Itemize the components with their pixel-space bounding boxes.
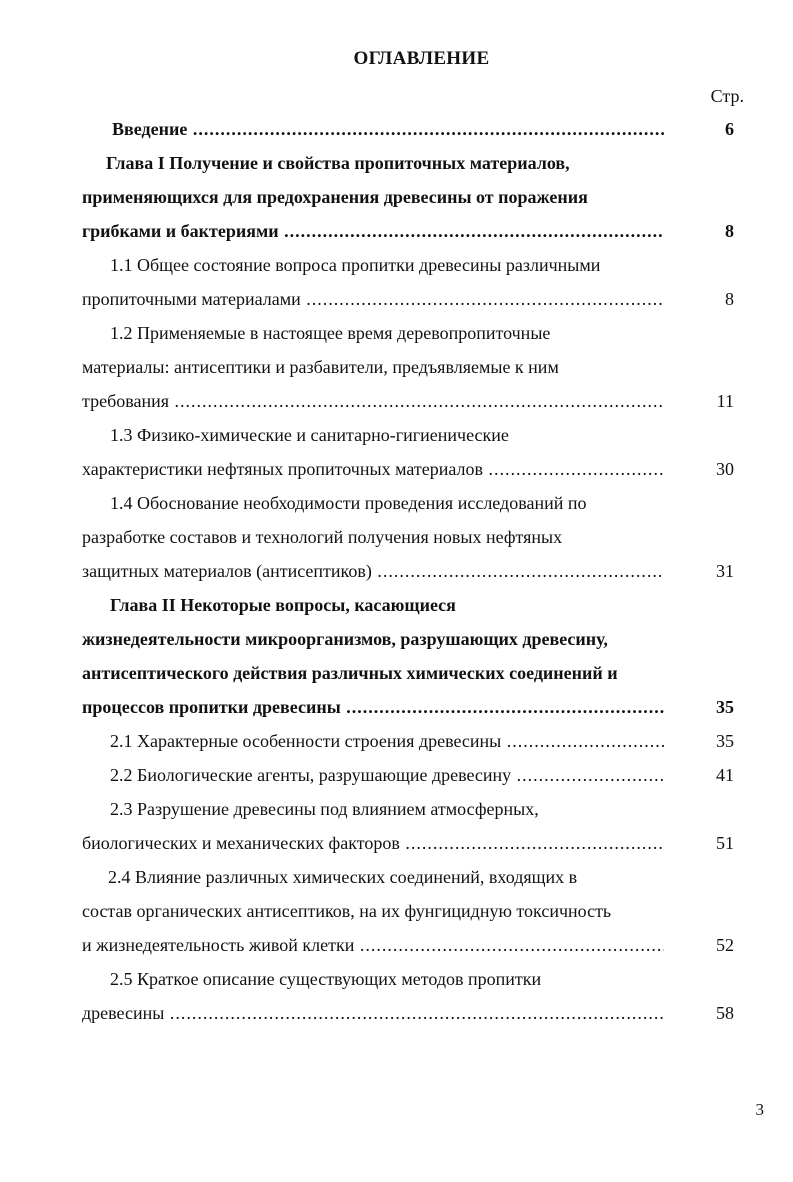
toc-line: антисептического действия различных химических соединений и: [82, 663, 618, 683]
page-title: ОГЛАВЛЕНИЕ: [353, 48, 490, 69]
toc-line: 2.1 Характерные особенности строения древесины .....: [82, 729, 664, 753]
page-number: 3: [755, 1100, 764, 1119]
toc-line: Введение .....: [82, 117, 664, 141]
toc-page-number: 11: [716, 391, 734, 411]
toc-line: 2.2 Биологические агенты, разрушающие древесину .....: [82, 763, 664, 787]
toc-line: Глава II Некоторые вопросы, касающиеся: [110, 595, 456, 615]
toc-line: 2.3 Разрушение древесины под влиянием атмосферных,: [110, 799, 539, 819]
toc-page-number: 41: [716, 765, 734, 785]
toc-line: защитных материалов (антисептиков) .....: [82, 559, 664, 583]
toc-page-number: 8: [725, 289, 734, 309]
toc-line: процессов пропитки древесины .....: [82, 695, 664, 719]
toc-line: 1.1 Общее состояние вопроса пропитки древесины различными: [110, 255, 601, 275]
toc-page-number: 58: [716, 1003, 734, 1023]
page-column-label: Стр.: [710, 86, 744, 106]
toc-line: применяющихся для предохранения древесины от поражения: [82, 187, 588, 207]
toc-line: жизнедеятельности микроорганизмов, разрушающих древесину,: [82, 629, 608, 649]
toc-page-number: 51: [716, 833, 734, 853]
toc-line: Глава I Получение и свойства пропиточных материалов,: [106, 153, 570, 173]
toc-line: 2.4 Влияние различных химических соединений, входящих в: [108, 867, 578, 887]
toc-page-number: 30: [716, 459, 734, 479]
toc-line: 2.5 Краткое описание существующих методов пропитки: [110, 969, 542, 989]
toc-line: 1.4 Обоснование необходимости проведения исследований по: [110, 493, 587, 513]
toc-line: грибками и бактериями .....: [82, 219, 664, 243]
toc-line: разработке составов и технологий получения новых нефтяных: [82, 527, 563, 547]
toc-line: состав органических антисептиков, на их фунгицидную токсичность: [82, 901, 612, 921]
toc-page-number: 35: [716, 697, 734, 717]
toc-line: пропиточными материалами .....: [82, 287, 664, 311]
toc-line: требования .....: [82, 389, 664, 413]
toc-page-number: 35: [716, 731, 734, 751]
toc-line: древесины .....: [82, 1001, 664, 1025]
toc-page-number: 31: [716, 561, 734, 581]
toc-line: биологических и механических факторов .....: [82, 831, 664, 855]
toc-line: характеристики нефтяных пропиточных материалов .....: [82, 457, 664, 481]
toc-line: и жизнедеятельность живой клетки .....: [82, 933, 664, 957]
toc-line: 1.3 Физико-химические и санитарно-гигиенические: [110, 425, 509, 445]
toc-page-number: 6: [725, 119, 734, 139]
toc-page-number: 52: [716, 935, 734, 955]
toc-page-number: 8: [725, 221, 734, 241]
toc-line: материалы: антисептики и разбавители, предъявляемые к ним: [82, 357, 559, 377]
toc-line: 1.2 Применяемые в настоящее время деревопропиточные: [110, 323, 551, 343]
